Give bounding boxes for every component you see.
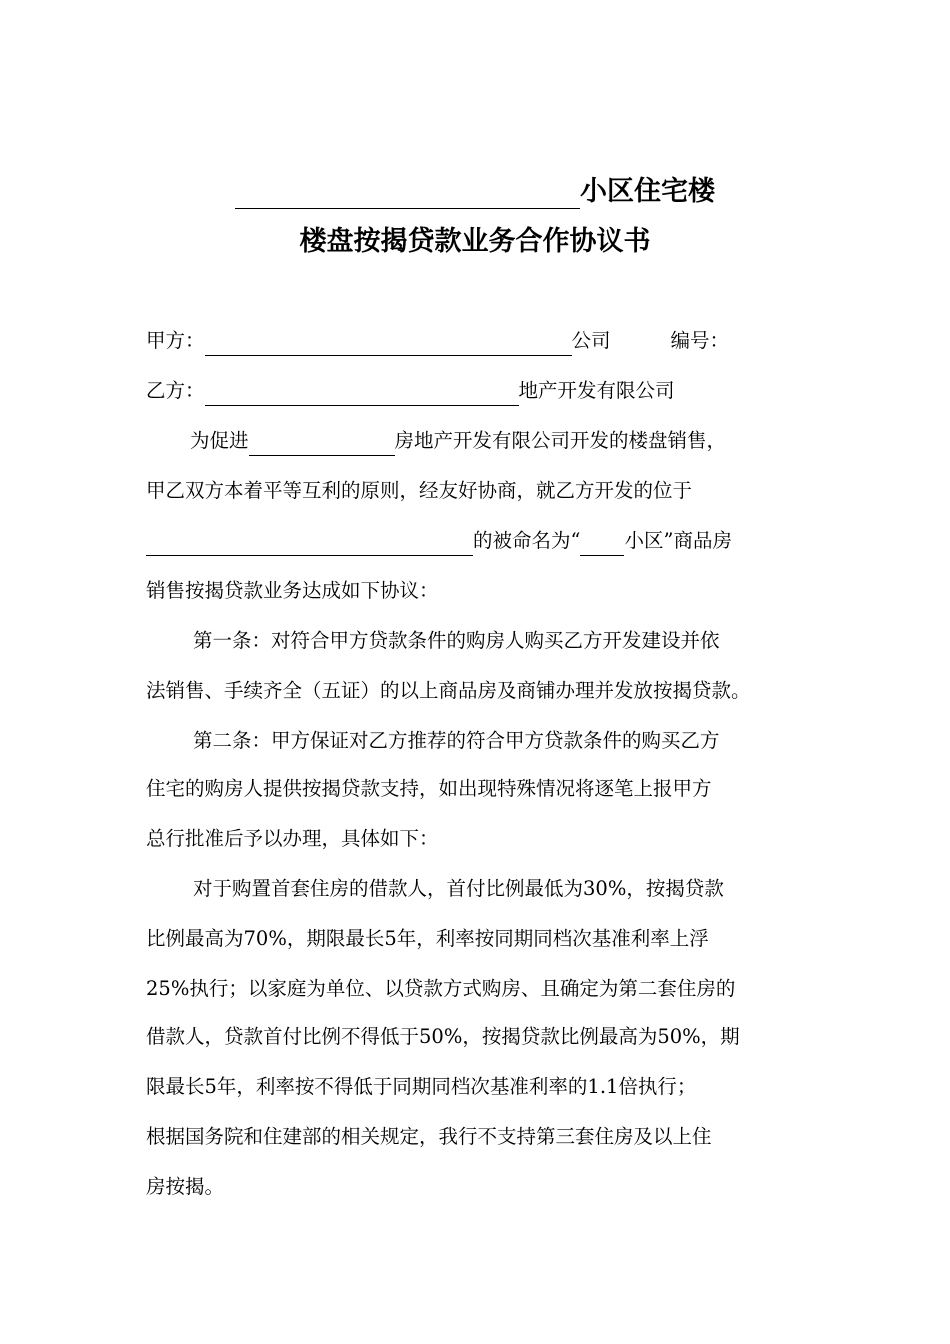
party-b-suffix: 地产开发有限公司 — [518, 379, 675, 402]
article2-line3: 总行批准后予以办理，具体如下： — [146, 827, 439, 850]
party-a-line — [146, 326, 729, 356]
document-title-line1 — [0, 175, 950, 209]
party-b-label: 乙方： — [146, 379, 205, 402]
intro-line3 — [146, 526, 732, 556]
intro-line2: 甲乙双方本着平等互利的原则，经友好协商，就乙方开发的位于 — [146, 479, 693, 502]
article1-line1: 第一条：对符合甲方贷款条件的购房人购买乙方开发建设并依 — [193, 629, 720, 652]
party-b-blank — [205, 379, 519, 406]
intro-suffix: 房地产开发有限公司开发的楼盘销售， — [394, 429, 727, 452]
details-line1: 对于购置首套住房的借款人，首付比例最低为30%，按揭贷款 — [193, 877, 724, 900]
details-line5: 限最长5年，利率按不得低于同期同档次基准利率的1.1倍执行； — [146, 1075, 697, 1098]
number-label: 编号： — [670, 329, 730, 352]
party-b-line — [146, 376, 675, 406]
article2-line1: 第二条：甲方保证对乙方推荐的符合甲方贷款条件的购买乙方 — [193, 729, 720, 752]
intro-named-as: 的被命名为“ — [473, 529, 581, 552]
party-a-blank — [205, 329, 572, 356]
details-line7: 房按揭。 — [146, 1175, 225, 1198]
document-title-line2: 楼盘按揭贷款业务合作协议书 — [299, 226, 651, 257]
article1-line2: 法销售、手续齐全（五证）的以上商品房及商铺办理并发放按揭贷款。 — [146, 679, 751, 702]
details-line4: 借款人，贷款首付比例不得低于50%，按揭贷款比例最高为50%，期 — [146, 1025, 740, 1048]
article2-line2: 住宅的购房人提供按揭贷款支持，如出现特殊情况将逐笔上报甲方 — [146, 777, 712, 800]
location-blank — [146, 529, 473, 556]
details-line6: 根据国务院和住建部的相关规定，我行不支持第三套住房及以上住 — [146, 1125, 712, 1148]
details-line3: 25%执行；以家庭为单位、以贷款方式购房、且确定为第二套住房的 — [146, 977, 736, 1000]
party-a-label: 甲方： — [146, 329, 205, 352]
community-short-blank — [580, 533, 624, 556]
title-line1-text: 小区住宅楼 — [580, 176, 715, 207]
intro-line1 — [190, 426, 726, 456]
details-line2: 比例最高为70%，期限最长5年，利率按同期同档次基准利率上浮 — [146, 927, 709, 950]
community-name-blank — [235, 178, 580, 209]
intro-line4: 销售按揭贷款业务达成如下协议： — [146, 579, 439, 602]
intro-prefix: 为促进 — [190, 429, 249, 452]
developer-blank — [249, 429, 395, 456]
intro-community-suffix: 小区”商品房 — [624, 529, 732, 552]
party-a-suffix: 公司 — [571, 329, 611, 352]
